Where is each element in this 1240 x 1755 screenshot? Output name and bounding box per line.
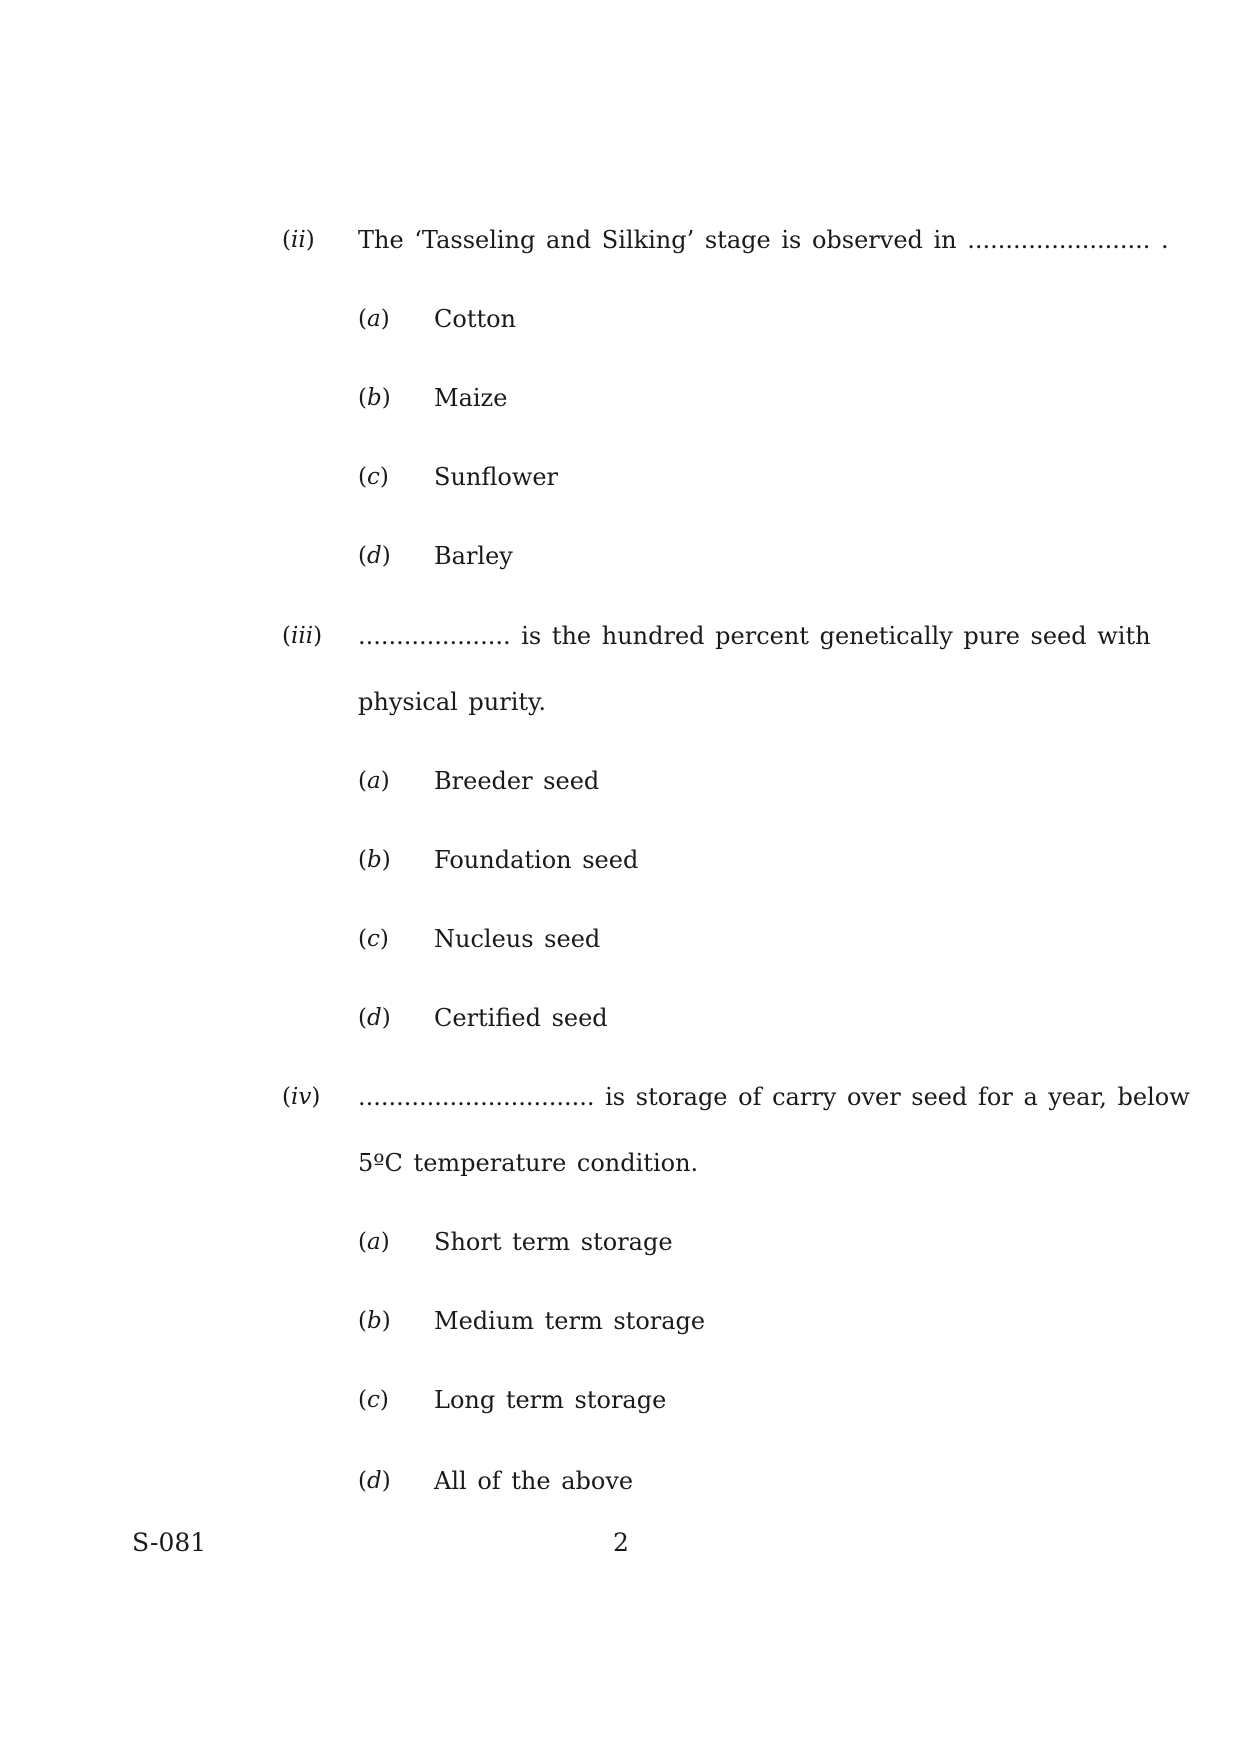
paper-code: S-081 [132, 1528, 207, 1557]
option-label: (b) [358, 385, 391, 411]
question-number: (iv) [282, 1084, 321, 1110]
question-number: (iii) [282, 623, 323, 649]
option-text: Breeder seed [434, 767, 600, 795]
option-label: (a) [358, 306, 390, 332]
option-text: Short term storage [434, 1228, 673, 1256]
option-text: All of the above [434, 1467, 634, 1495]
question-text-continued: physical purity. [358, 688, 547, 716]
question-number: (ii) [282, 227, 315, 253]
option-text: Foundation seed [434, 846, 639, 874]
option-text: Sunflower [434, 463, 559, 491]
option-label: (c) [358, 1387, 389, 1413]
option-label: (c) [358, 926, 389, 952]
option-text: Maize [434, 384, 508, 412]
option-label: (b) [358, 847, 391, 873]
option-label: (b) [358, 1308, 391, 1334]
question-text: The ‘Tasseling and Silking’ stage is observed in ........................ . [358, 226, 1169, 254]
question-text-continued: 5ºC temperature condition. [358, 1149, 699, 1177]
option-text: Cotton [434, 305, 517, 333]
option-text: Certified seed [434, 1004, 608, 1032]
option-label: (a) [358, 768, 390, 794]
page-number: 2 [613, 1528, 629, 1557]
option-label: (d) [358, 1005, 391, 1031]
option-label: (a) [358, 1229, 390, 1255]
option-text: Barley [434, 542, 513, 570]
question-text: .................... is the hundred percent genetically pure seed with [358, 622, 1151, 650]
option-label: (d) [358, 1468, 391, 1494]
option-label: (d) [358, 543, 391, 569]
option-text: Nucleus seed [434, 925, 601, 953]
option-label: (c) [358, 464, 389, 490]
option-text: Long term storage [434, 1386, 667, 1414]
option-text: Medium term storage [434, 1307, 706, 1335]
question-text: ............................... is storage of carry over seed for a year, below [358, 1083, 1190, 1111]
